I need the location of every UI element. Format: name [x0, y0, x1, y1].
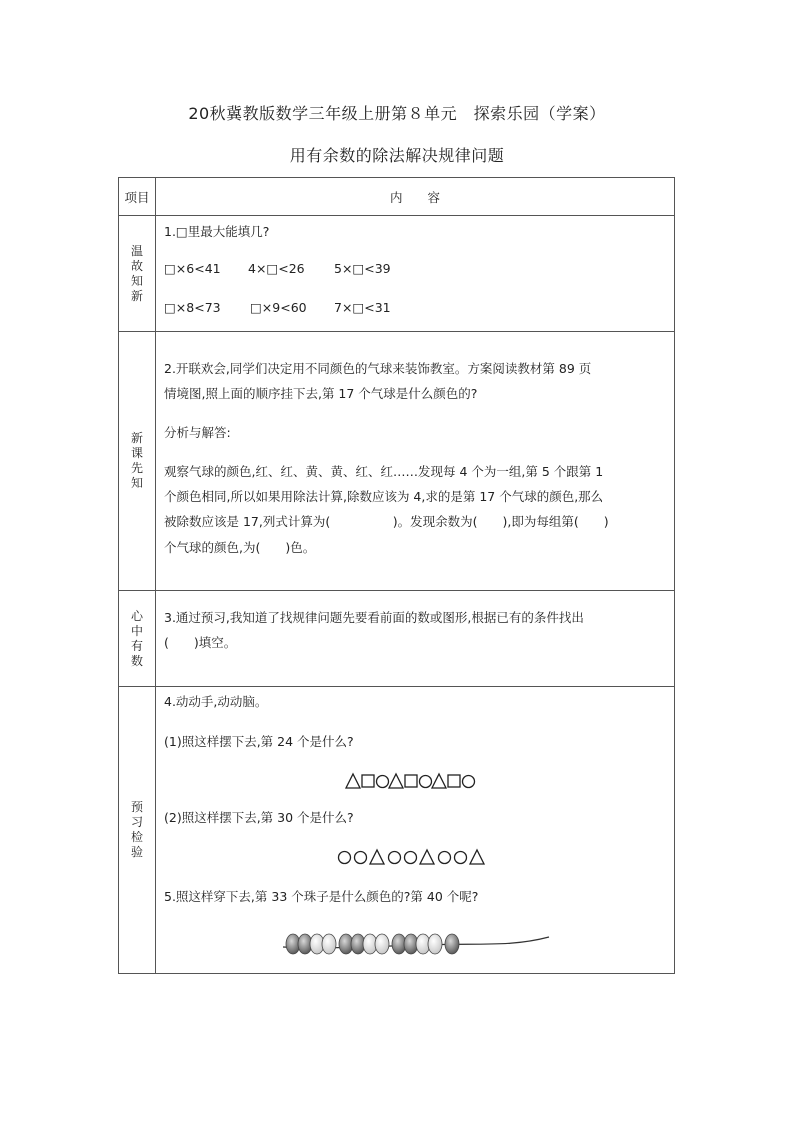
expression: □×8<73: [164, 300, 221, 315]
expr-row-1: [164, 261, 391, 276]
triangle-shape: [389, 774, 403, 788]
header-content-label: 内 容: [389, 189, 440, 205]
section1-label-cell: [119, 216, 156, 332]
question-4-2: (2)照这样摆下去,第 30 个是什么?: [164, 810, 354, 825]
expr-row-2: [164, 300, 391, 315]
text-line: 3.通过预习,我知道了找规律问题先要看前面的数或图形,根据已有的条件找出: [164, 610, 584, 625]
text-line: 2.开联欢会,同学们决定用不同颜色的气球来装饰教室。方案阅读教材第 89 页: [164, 361, 592, 376]
header-content-cell: [156, 178, 675, 216]
triangle-shape: [432, 774, 446, 788]
document-title: 20秋冀教版数学三年级上册第８单元 探索乐园（学案）: [188, 104, 606, 123]
bead-light: [375, 934, 389, 954]
expression: □×9<60: [250, 300, 307, 315]
section4-label-cell: [119, 687, 156, 974]
expression: 5×□<39: [334, 261, 391, 276]
square-shape: [448, 775, 460, 787]
question-4-1: (1)照这样摆下去,第 24 个是什么?: [164, 734, 354, 749]
circle-shape: [420, 776, 432, 788]
section2-label-cell: [119, 332, 156, 591]
text-line: 被除数应该是 17,列式计算为( )。发现余数为( ),即为每组第( ): [164, 514, 609, 529]
shape-pattern-2: [336, 847, 496, 867]
section2-label: 新课先知: [130, 431, 143, 490]
circle-shape: [339, 852, 351, 864]
circle-shape: [405, 852, 417, 864]
square-shape: [405, 775, 417, 787]
section1-label: 温故知新: [130, 243, 143, 303]
question-5: 5.照这样穿下去,第 33 个珠子是什么颜色的?第 40 个呢?: [164, 889, 479, 904]
header-item-cell: [119, 178, 156, 216]
section3-content: [156, 591, 675, 687]
expression: 4×□<26: [248, 261, 305, 276]
text-line: 个颜色相同,所以如果用除法计算,除数应该为 4,求的是第 17 个气球的颜色,那么: [164, 489, 604, 504]
triangle-shape: [370, 850, 384, 864]
section3-label-cell: [119, 591, 156, 687]
circle-shape: [377, 776, 389, 788]
circle-shape: [355, 852, 367, 864]
square-shape: [362, 775, 374, 787]
text-line: ( )填空。: [164, 635, 237, 650]
text-line: 观察气球的颜色,红、红、黄、黄、红、红……发现每 4 个为一组,第 5 个跟第 1: [164, 464, 604, 479]
section1-question: 1.□里最大能填几?: [164, 224, 270, 239]
bead-dark: [445, 934, 459, 954]
triangle-shape: [470, 850, 484, 864]
section1-content: [156, 216, 675, 332]
bead-string: [281, 925, 551, 961]
text-line: 个气球的颜色,为( )色。: [164, 540, 316, 555]
circle-shape: [439, 852, 451, 864]
bead-light: [428, 934, 442, 954]
header-item-label: 项目: [124, 189, 150, 205]
expression: 7×□<31: [334, 300, 391, 315]
circle-shape: [463, 776, 475, 788]
circle-shape: [389, 852, 401, 864]
worksheet-table: [118, 177, 675, 974]
question-4: 4.动动手,动动脑。: [164, 694, 268, 709]
section4-content: [156, 687, 675, 974]
expression: □×6<41: [164, 261, 221, 276]
section4-label: 预习检验: [130, 800, 143, 859]
section3-label: 心中有数: [130, 608, 143, 668]
shape-pattern-1: [344, 771, 484, 791]
section2-content: [156, 332, 675, 591]
triangle-shape: [420, 850, 434, 864]
document-subtitle: 用有余数的除法解决规律问题: [289, 146, 505, 165]
text-line: 情境图,照上面的顺序挂下去,第 17 个气球是什么颜色的?: [164, 386, 478, 401]
bead-light: [322, 934, 336, 954]
triangle-shape: [346, 774, 360, 788]
text-line: 分析与解答:: [164, 425, 231, 440]
circle-shape: [455, 852, 467, 864]
